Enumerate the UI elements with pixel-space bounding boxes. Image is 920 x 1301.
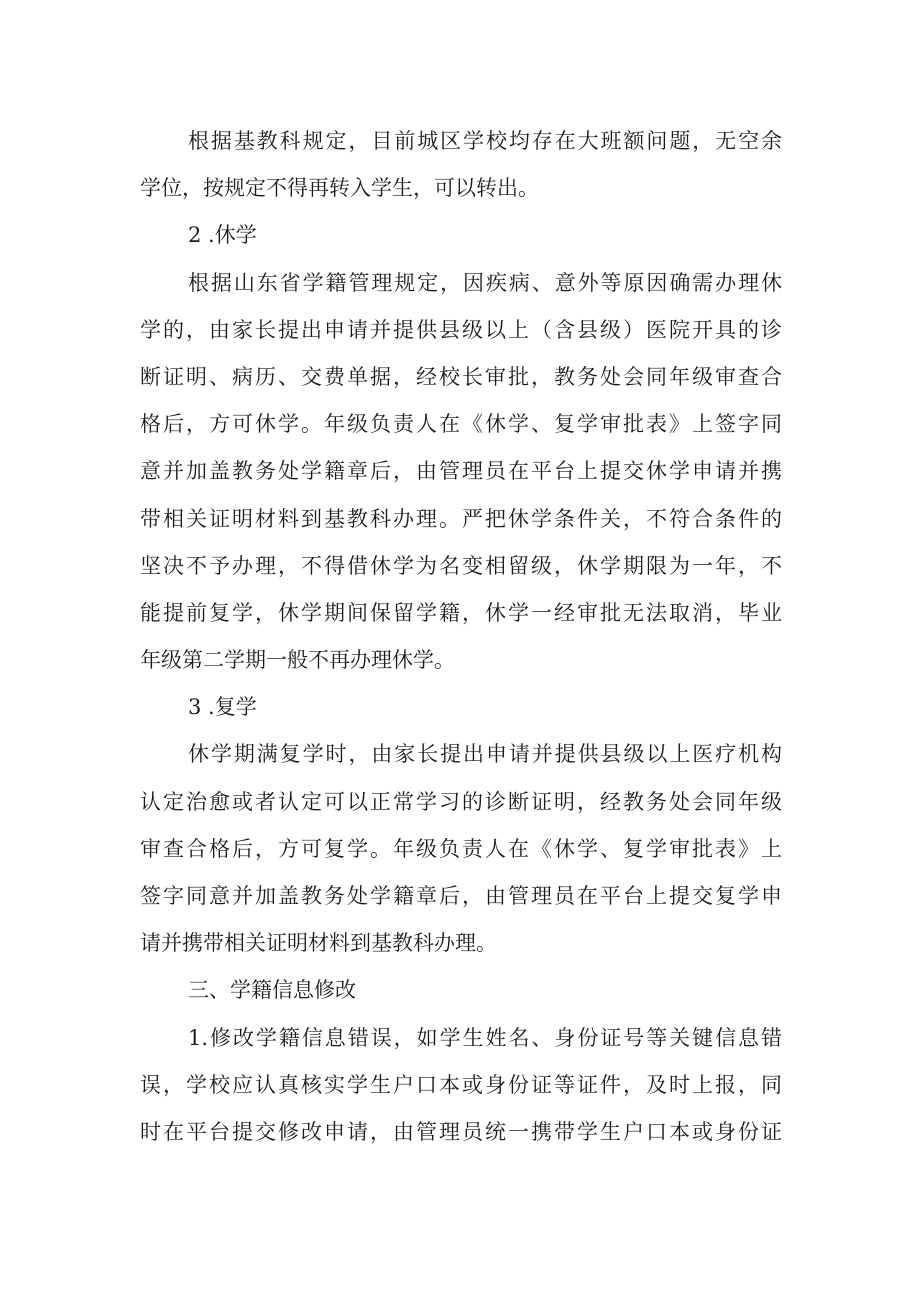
paragraph-line: 时在平台提交修改申请，由管理员统一携带学生户口本或身份证 [140,1119,782,1144]
paragraph-line: 能提前复学，休学期间保留学籍，休学一经审批无法取消，毕业 [140,600,782,625]
paragraph-line: 坚决不予办理，不得借休学为名变相留级，休学期限为一年，不 [140,553,782,578]
paragraph-line: 年级第二学期一般不再办理休学。 [140,648,455,673]
section-heading: 3 .复学 [188,695,257,720]
paragraph-line: 误，学校应认真核实学生户口本或身份证等证件，及时上报，同 [140,1072,782,1097]
section-heading: 2 .休学 [188,223,257,248]
paragraph-line: 带相关证明材料到基教科办理。严把休学条件关，不符合条件的 [140,506,782,531]
paragraph-line: 休学期满复学时，由家长提出申请并提供县级以上医疗机构 [188,742,782,767]
paragraph-line: 根据山东省学籍管理规定，因疾病、意外等原因确需办理休 [188,270,782,295]
paragraph-line: 学的，由家长提出申请并提供县级以上（含县级）医院开具的诊 [140,317,782,342]
section-heading: 三、学籍信息修改 [188,978,356,1003]
paragraph-line: 格后，方可休学。年级负责人在《休学、复学审批表》上签字同 [140,412,782,437]
paragraph-line: 1.修改学籍信息错误，如学生姓名、身份证号等关键信息错 [188,1025,782,1050]
paragraph-line: 签字同意并加盖教务处学籍章后，由管理员在平台上提交复学申 [140,884,782,908]
paragraph-line: 请并携带相关证明材料到基教科办理。 [140,931,497,956]
document-body [140,118,782,1156]
paragraph-line: 学位，按规定不得再转入学生，可以转出。 [140,176,539,201]
paragraph-line: 认定治愈或者认定可以正常学习的诊断证明，经教务处会同年级 [140,789,782,814]
paragraph-line: 意并加盖教务处学籍章后，由管理员在平台上提交休学申请并携 [140,459,782,484]
paragraph-line: 断证明、病历、交费单据，经校长审批，教务处会同年级审查合 [140,364,782,389]
paragraph-line: 审查合格后，方可复学。年级负责人在《休学、复学审批表》上 [140,836,782,861]
paragraph-line: 根据基教科规定，目前城区学校均存在大班额问题，无空余 [188,129,782,153]
